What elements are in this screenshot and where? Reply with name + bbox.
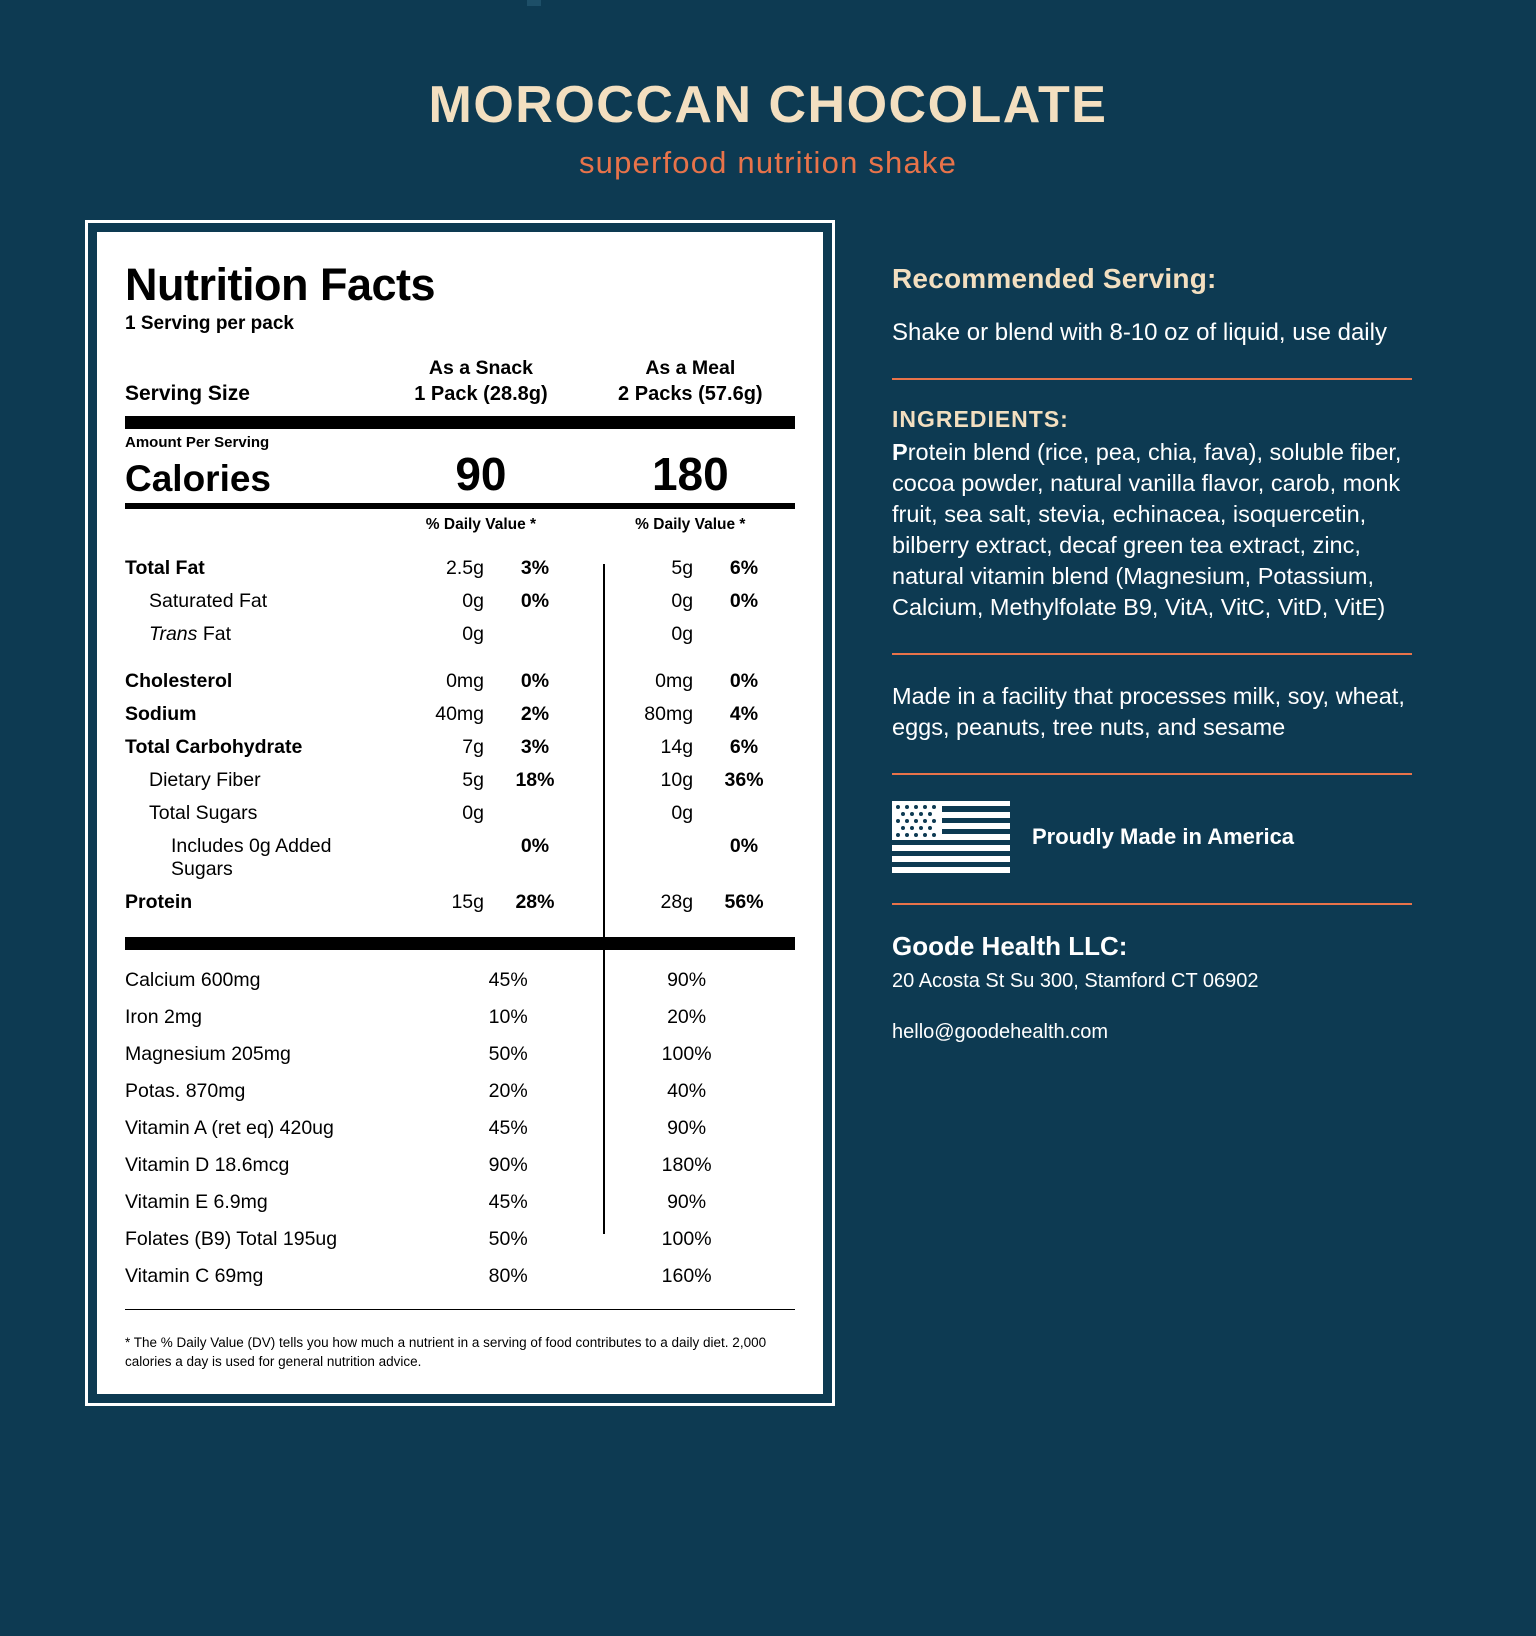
nutrient-snack-amount: 2.5g [446,556,484,579]
table-row [125,999,795,1036]
nutrient-meal-percent: 6% [729,556,759,579]
micronutrient-meal-percent: 100% [661,1227,712,1250]
micronutrient-name: Iron 2mg [125,1005,202,1028]
table-row [125,830,795,886]
servings-per-pack: 1 Serving per pack [125,312,294,334]
column-meal-header [586,355,795,408]
nutrition-facts-panel [88,223,832,1404]
nutrient-table [125,552,795,919]
table-row [125,1110,795,1147]
top-tick-mark [527,0,541,6]
rule-thick-bottom [125,937,795,950]
nutrient-snack-percent [484,797,586,830]
serving-size-label: Serving Size [125,381,250,405]
nutrient-meal-percent: 0% [729,834,759,857]
micronutrient-meal-percent: 100% [661,1042,712,1065]
nutrient-meal-amount: 0g [671,622,694,645]
micronutrient-snack-percent: 20% [488,1079,528,1102]
amount-per-serving-label: Amount Per Serving [125,433,270,451]
ingredients-body: rotein blend (rice, pea, chia, fava), soluble fiber, cocoa powder, natural vanilla flavor, carob, monk fruit, sea salt, stevia, echinacea, isoquercetin, bilberry extract, decaf green tea extract, zinc, natural vitamin blend (Magnesium, Potassium, Calcium, Methylfolate B9, VitA, VitC, VitD, VitE) [892,438,1402,620]
table-row [125,1221,795,1258]
micronutrient-snack-percent: 10% [488,1005,528,1028]
micronutrient-snack-percent: 45% [488,1190,528,1213]
micronutrient-snack-percent: 50% [488,1042,528,1065]
nutrient-name: Protein [125,890,193,913]
company-email[interactable]: hello@goodehealth.com [892,1020,1109,1043]
nutrient-snack-amount: 40mg [435,702,484,725]
nutrient-meal-percent [693,618,795,651]
micronutrient-name: Calcium 600mg [125,968,261,991]
table-row [125,886,795,919]
nutrient-snack-amount: 7g [462,735,484,758]
table-row [125,764,795,797]
nutrition-facts-inner [125,258,795,1373]
micronutrient-meal-percent: 90% [667,968,707,991]
nutrient-snack-percent: 0% [520,834,550,857]
nutrient-meal-amount: 5g [671,556,694,579]
spacer-row [125,651,795,665]
allergen-statement: Made in a facility that processes milk, soy, wheat, eggs, peanuts, tree nuts, and sesame [892,682,1405,740]
table-row [125,731,795,764]
micronutrient-snack-percent: 90% [488,1153,528,1176]
table-row [125,1036,795,1073]
nutrient-name: Dietary Fiber [149,768,261,791]
nutrient-snack-percent: 2% [520,702,550,725]
micronutrient-meal-percent: 180% [661,1153,712,1176]
dv-label-snack: % Daily Value * [425,515,537,533]
micronutrient-name: Potas. 870mg [125,1079,246,1102]
micronutrient-name: Magnesium 205mg [125,1042,291,1065]
micronutrient-meal-percent: 160% [661,1264,712,1287]
nutrient-snack-amount: 5g [462,768,484,791]
company-name: Goode Health LLC: [892,930,1128,961]
nutrient-snack-percent: 28% [515,890,555,913]
nutrient-meal-percent: 4% [729,702,759,725]
micronutrient-meal-percent: 40% [667,1079,707,1102]
column-meal-size: 2 Packs (57.6g) [618,382,763,405]
table-row [125,962,795,999]
nutrient-snack-amount: 0g [462,589,484,612]
dv-spacer [125,516,376,534]
micronutrient-name: Vitamin E 6.9mg [125,1190,268,1213]
nutrient-snack-amount: 15g [451,890,484,913]
nutrient-snack-percent [484,618,586,651]
body-wrap [0,223,1536,1404]
nutrient-snack-percent: 0% [520,589,550,612]
recommended-serving-text: Shake or blend with 8-10 oz of liquid, use daily [892,318,1387,346]
micronutrient-snack-percent: 50% [488,1227,528,1250]
micronutrient-meal-percent: 20% [667,1005,707,1028]
nutrient-meal-percent: 56% [724,890,764,913]
nutrient-snack-amount: 0g [462,801,484,824]
nutrition-facts-title: Nutrition Facts [125,258,436,310]
column-snack-size: 1 Pack (28.8g) [414,382,548,405]
micronutrient-meal-percent: 90% [667,1116,707,1139]
column-meal-heading: As a Meal [645,356,736,379]
sidebar [892,223,1412,1404]
recommended-serving-heading: Recommended Serving: [892,262,1217,294]
nutrient-snack-amount [377,830,484,886]
nutrient-meal-percent [693,797,795,830]
nutrient-name: Total Fat [125,556,205,579]
table-row [125,1184,795,1221]
nutrient-meal-amount: 28g [660,890,694,913]
table-row [125,618,795,651]
column-snack-heading: As a Snack [428,356,533,379]
nutrient-name: Total Sugars [149,801,258,824]
column-divider [603,564,605,1235]
nutrient-meal-amount: 0g [671,801,694,824]
nutrient-name: Includes 0g Added Sugars [171,834,332,880]
nutrient-meal-percent: 6% [729,735,759,758]
rule-under-calories [125,503,795,509]
calories-row [125,447,795,503]
header [0,0,1536,181]
table-row [125,1073,795,1110]
nutrient-meal-amount: 10g [660,768,694,791]
divider-3 [892,773,1412,775]
table-row [125,665,795,698]
flag-canton [892,801,942,840]
table-row [125,698,795,731]
column-snack-header [376,355,585,408]
serving-size-row [125,355,795,416]
nutrient-snack-amount: 0mg [446,669,484,692]
nutrient-meal-percent: 36% [724,768,764,791]
dv-label-meal: % Daily Value * [635,515,746,533]
nutrient-meal-amount [586,830,693,886]
micronutrient-name: Vitamin D 18.6mcg [125,1153,290,1176]
made-in-america-row [892,801,1412,873]
micronutrient-name: Vitamin A (ret eq) 420ug [125,1116,334,1139]
nutrient-meal-amount: 0mg [655,669,694,692]
micronutrient-meal-percent: 90% [667,1190,707,1213]
trans-italic: Trans [149,622,198,645]
table-row [125,1147,795,1184]
table-row [125,585,795,618]
daily-value-header-row [125,516,795,538]
micronutrient-table [125,962,795,1295]
ingredients-first-letter: P [892,438,908,465]
nutrient-name: Trans Fat [149,622,231,645]
nutrient-meal-amount: 14g [660,735,694,758]
product-title: MOROCCAN CHOCOLATE [428,76,1108,134]
nutrient-snack-percent: 0% [520,669,550,692]
micronutrient-snack-percent: 45% [488,1116,528,1139]
table-row [125,797,795,830]
nutrient-snack-amount: 0g [462,622,484,645]
divider-2 [892,653,1412,655]
calories-meal-value: 180 [651,447,729,500]
table-row [125,1258,795,1295]
nutrient-name: Cholesterol [125,669,233,692]
nutrient-meal-percent: 0% [729,669,759,692]
calories-snack-value: 90 [455,447,507,500]
nutrient-snack-percent: 3% [520,735,550,758]
divider-4 [892,903,1412,905]
nutrient-meal-amount: 80mg [644,702,694,725]
daily-value-footnote: * The % Daily Value (DV) tells you how much a nutrient in a serving of food contributes to a daily diet. 2,000 calories a day is used for general nutrition advice. [125,1335,767,1370]
nutrient-meal-percent: 0% [729,589,759,612]
micronutrient-name: Folates (B9) Total 195ug [125,1227,338,1250]
divider-1 [892,378,1412,380]
micronutrient-name: Vitamin C 69mg [125,1264,264,1287]
made-in-america-label: Proudly Made in America [1032,823,1295,849]
usa-flag-icon [892,801,1010,873]
ingredients-heading: INGREDIENTS: [892,405,1069,432]
rule-thick-top [125,416,795,429]
micronutrient-snack-percent: 80% [488,1264,528,1287]
nutrient-name: Sodium [125,702,197,725]
nutrient-name: Total Carbohydrate [125,735,303,758]
product-subtitle: superfood nutrition shake [578,144,958,180]
nutrient-snack-percent: 3% [520,556,550,579]
table-row [125,552,795,585]
ingredients-text [892,437,1412,623]
nutrient-snack-percent: 18% [515,768,555,791]
nutrient-name: Saturated Fat [149,589,268,612]
rule-above-footnote [125,1309,795,1311]
calories-label: Calories [125,457,272,499]
micronutrient-snack-percent: 45% [488,968,528,991]
nutrient-meal-amount: 0g [671,589,694,612]
company-address: 20 Acosta St Su 300, Stamford CT 06902 [892,969,1259,992]
